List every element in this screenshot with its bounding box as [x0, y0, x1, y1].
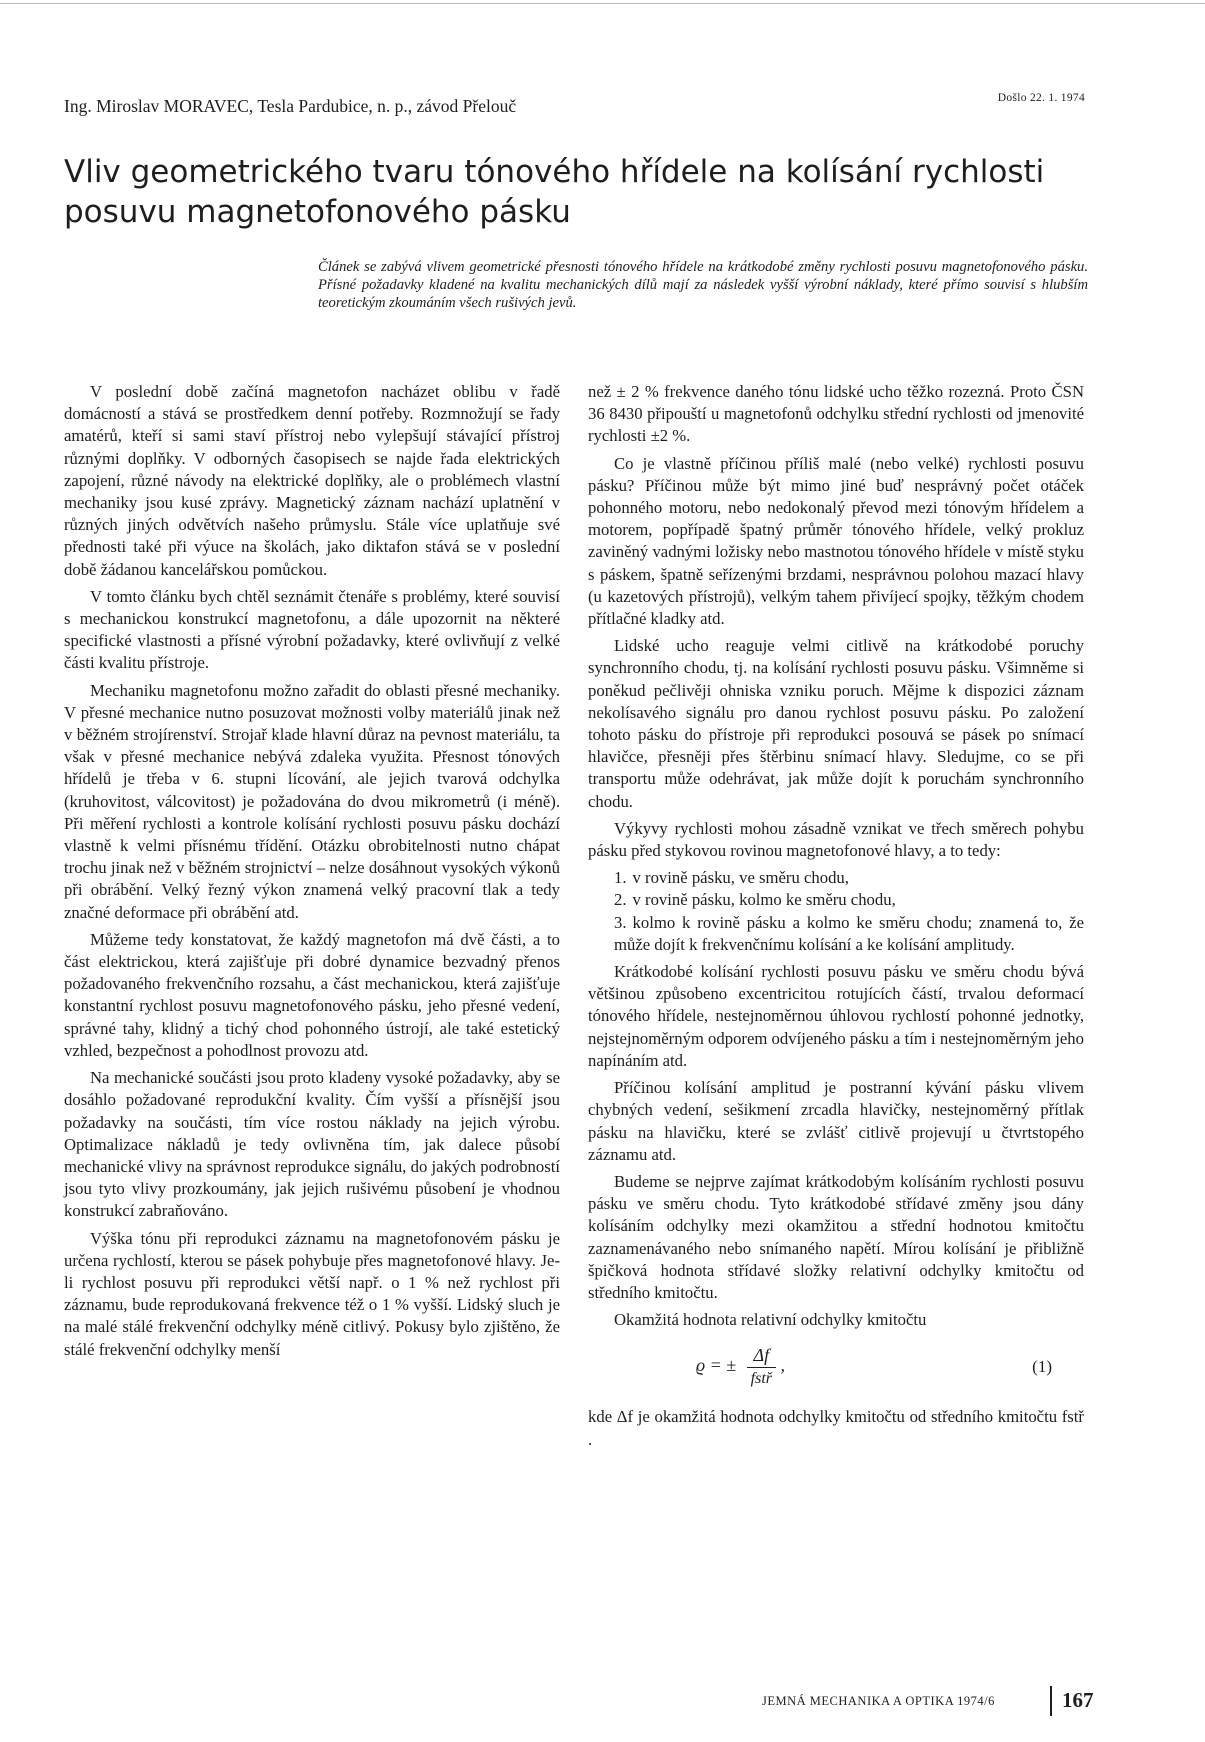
equation-fraction — [747, 1344, 776, 1389]
paragraph: Budeme se nejprve zajímat krátkodobým kolísáním rychlosti posuvu pásku ve směru chodu. Tyto krátkodobé střídavé změny jsou dány kolísáním odchylky mezi okamžitou a střední hodnotou kmitočtu zaznamenávaného nebo snímaného napětí. Mírou kolísání je přibližně špičková hodnota střídavé složky relativní odchylky kmitočtu od středního kmitočtu. — [588, 1171, 1084, 1302]
paragraph: Příčinou kolísání amplitud je postranní kývání pásku vlivem chybných vedení, sešikmení zrcadla hlavičky, nestejnoměrný přítlak pásku na hlavičku, které se zvlášť citlivě projevují u čtvrtstopého záznamu atd. — [588, 1078, 1084, 1164]
list-item-number: 3. — [614, 912, 627, 932]
list-item-number: 2. — [614, 890, 627, 910]
paragraph: Mechaniku magnetofonu možno zařadit do oblasti přesné mechaniky. V přesné mechanice nutno posuzovat možnosti volby materiálů jinak než v běžném strojírenství. Strojař klade hlavní důraz na pevnost materiálu, ta však v přesné mechanice nebývá zdaleka využita. Přesnost tónových hřídelů je třeba v 6. stupni lícování, ale jejich tvarová odchylka (kruhovitost, válcovitost) je požadována do dvou mikrometrů (i méně). Při měření rychlosti a kontrole kolísání rychlosti posuvu pásku dochází vlastně k velmi přísnému třídění. Otázku obrobitelnosti nutno chápat trochu jinak než v běžném strojnictví – nelze dosáhnout vysokých výkonů při obrábění. Velký řezný výkon znamená velký pracovní tlak a tedy značné deformace při obrábění atd. — [64, 680, 560, 922]
paragraph: Co je vlastně příčinou příliš malé (nebo velké) rychlosti posuvu pásku? Příčinou může být mimo jiné buď nesprávný počet otáček pohonného motoru, nebo nedokonalý převod mezi tónovým hřídelem a motorem, popřípadě špatný průměr tónového hřídele, velký prokluz zaviněný vadnými ložisky nebo mastnotou tónového hřídele v místě styku s páskem, špatně seřízenými brzdami, nesprávnou polohou mazací hlavy (u kazetových přístrojů), velkým tahem přivíjecí spojky, těžkým chodem přítlačné kladky atd. — [588, 453, 1084, 629]
equation-numerator: Δf — [747, 1344, 776, 1367]
paragraph: V poslední době začíná magnetofon nacházet oblibu v řadě domácností a stává se prostředkem denní potřeby. Rozmnožují se řady amatérů, kteří si sami staví přístroj nebo vylepšují stávající přístroj různými doplňky. V odborných časopisech se najde řada elektrických zapojení, různé návody na elektrické doplňky, ale o problémech vlastní mechaniky jsou kusé zprávy. Magnetický záznam nachází uplatnění v různých jiných odvětvích našeho průmyslu. Stále více uplatňuje své přednosti také při výuce na školách, jako diktafon stává se v poslední době žádanou kancelářskou pomůckou. — [64, 382, 560, 579]
paragraph: Na mechanické součásti jsou proto kladeny vysoké požadavky, aby se dosáhlo požadované reprodukční kvality. Čím vyšší a přísnější jsou požadavky na součásti, tím více rostou náklady na jejich výrobu. Optimalizace nákladů je tedy ovlivněna tím, jak dalece působí mechanické vlivy na správnost reprodukce signálu, do jakých podrobností jsou tyto vlivy prozkoumány, jak jejich rušivému působení je vhodnou konstrukcí zabraňováno. — [64, 1068, 560, 1221]
paragraph: Výška tónu při reprodukci záznamu na magnetofonovém pásku je určena rychlostí, kterou se pásek pohybuje přes magnetofonové hlavy. Je-li rychlost posuvu při reprodukci větší např. o 1 % než rychlost při záznamu, bude reprodukovaná frekvence též o 1 % vyšší. Lidský sluch je na malé stálé frekvenční odchylky méně citlivý. Pokusy bylo zjištěno, že stálé frekvenční odchylky menší — [64, 1228, 560, 1359]
paragraph: Okamžitá hodnota relativní odchylky kmitočtu — [614, 1310, 927, 1330]
received-date: Došlo 22. 1. 1974 — [997, 92, 1085, 104]
list-item-text: kolmo k rovině pásku a kolmo ke směru chodu; znamená to, že může dojít k frekvenčnímu kolísání a ke kolísání amplitudy. — [614, 912, 1084, 954]
paragraph-continuation: než ± 2 % frekvence daného tónu lidské ucho těžko rozezná. Proto ČSN 36 8430 připouští u magnetofonů odchylku střední rychlosti od jmenovité rychlosti ±2 %. — [588, 382, 1084, 446]
equation-lhs: ϱ = ± — [696, 1355, 737, 1376]
list-item-text: v rovině pásku, ve směru chodu, — [632, 868, 849, 888]
paragraph: Krátkodobé kolísání rychlosti posuvu pásku ve směru chodu bývá většinou způsobeno excentricitou rotujících částí, trvalou deformací tónového hřídele, nestejnoměrnou úhlovou rychlostí pohonné jednotky, nejstejnoměrným odporem odvíjeného pásku a tím i nestejnoměrným jeho napínáním atd. — [588, 962, 1084, 1070]
article-abstract: Článek se zabývá vlivem geometrické přesnosti tónového hřídele na krátkodobé změny rychlosti posuvu magnetofonového pásku. Přísné požadavky kladené na kvalitu mechanických dílů mají za následek vyšší výrobní náklady, které přímo souvisí s hlubším teoretickým zkoumáním všech rušivých jevů. — [318, 259, 1088, 311]
left-column — [64, 381, 560, 1366]
article-title: Vliv geometrického tvaru tónového hřídele na kolísání rychlosti posuvu magnetofonového pásku — [64, 154, 1045, 230]
equation-tail: , — [780, 1355, 786, 1376]
paragraph: kde Δf je okamžitá hodnota odchylky kmitočtu od středního kmitočtu fstř . — [588, 1407, 1084, 1449]
paragraph: Výkyvy rychlosti mohou zásadně vznikat ve třech směrech pohybu pásku před stykovou rovinou magnetofonové hlavy, a to tedy: — [588, 818, 1084, 861]
list-item-number: 1. — [614, 868, 627, 888]
list-item-text: v rovině pásku, kolmo ke směru chodu, — [632, 890, 896, 910]
page-top-rule — [0, 3, 1205, 4]
list-item — [588, 889, 1084, 911]
list-item — [588, 912, 1084, 956]
paragraph: Můžeme tedy konstatovat, že každý magnetofon má dvě části, a to část elektrickou, která zajišťuje při dobré dynamice bezvadný přenos požadovaného frekvenčního rozsahu, a část mechanickou, která zajišťuje konstantní rychlost posuvu magnetofonového pásku, jeho přesné vedení, správné tahy, klidný a tichý chod pohonného ústrojí, ale také estetický vzhled, bezpečnost a pohodlnost provozu atd. — [64, 929, 560, 1060]
paragraph: Lidské ucho reaguje velmi citlivě na krátkodobé poruchy synchronního chodu, tj. na kolísání rychlosti posuvu pásku. Všimněme si poněkud pečlivěji ohniska vzniku poruch. Mějme k dispozici záznam nekolísavého signálu pro danou rychlost posuvu pásku. Po založení tohoto pásku do přístroje při reprodukci posouvá se pásek po snímací hlavičce, přesněji přes štěrbinu snímací hlavy. Sledujme, co se při transportu může odehrávat, jak může dojít k poruchám synchronního chodu. — [588, 636, 1084, 811]
journal-footer: JEMNÁ MECHANIKA A OPTIKA 1974/6 — [762, 1694, 995, 1708]
equation-denominator: fstř — [750, 1369, 773, 1387]
equation-1 — [588, 1336, 1084, 1400]
right-column — [588, 381, 1084, 1456]
page-number: 167 — [1062, 1688, 1094, 1712]
footer-divider — [1050, 1686, 1052, 1716]
paragraph: V tomto článku bych chtěl seznámit čtenáře s problémy, které souvisí s mechanickou konstrukcí magnetofonu, a dále upozornit na některé specifické vlastnosti a přísné výrobní požadavky, které ovlivňují z velké části kvalitu přístroje. — [64, 586, 560, 673]
equation-number: (1) — [1032, 1357, 1052, 1377]
list-item — [588, 867, 1084, 889]
author-line: Ing. Miroslav MORAVEC, Tesla Pardubice, n. p., závod Přelouč — [64, 96, 517, 116]
direction-list — [588, 867, 1084, 956]
equation-body — [696, 1344, 785, 1389]
